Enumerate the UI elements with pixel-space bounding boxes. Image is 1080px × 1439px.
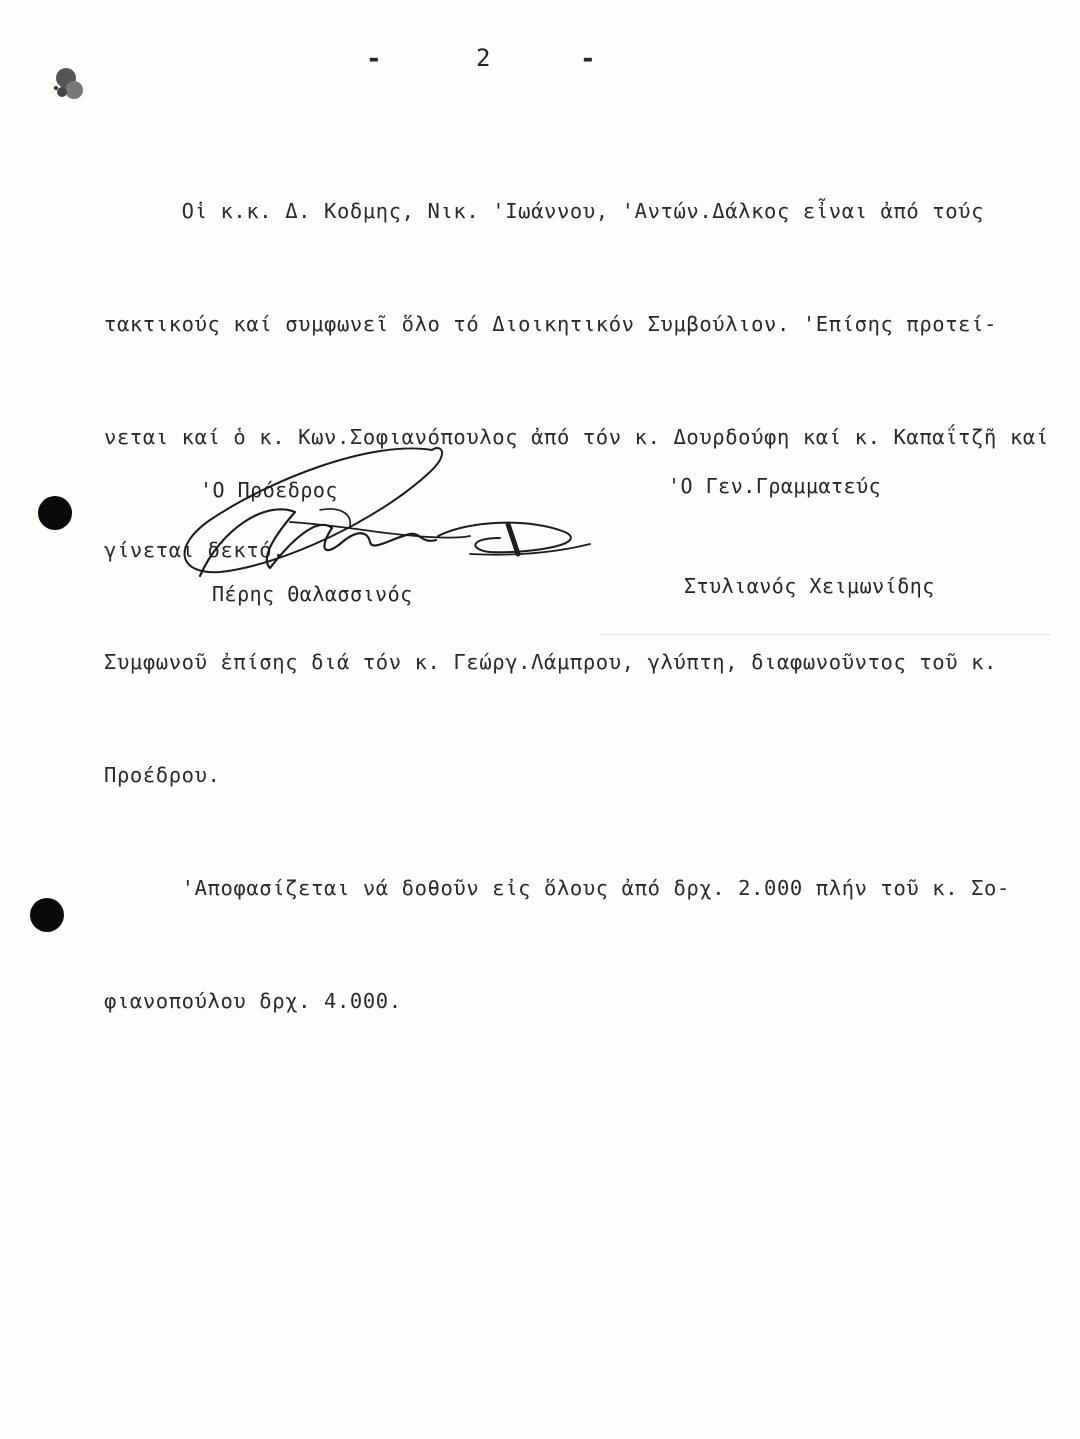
secretary-title: 'Ο Γεν.Γραμματεύς (668, 474, 882, 498)
president-title: 'Ο Πρόεδρος (200, 478, 338, 502)
punch-hole-upper (38, 496, 72, 530)
text-line: Οἱ κ.κ. Δ. Κοδμης, Νικ. 'Ιωάννου, 'Αντών.Δάλκος εἶναι ἀπό τούς (104, 199, 985, 224)
text-line: φιανοπούλου δρχ. 4.000. (104, 988, 402, 1013)
punch-hole-lower (30, 898, 64, 932)
text-line: Συμφωνοῦ ἐπίσης διά τόν κ. Γεώργ.Λάμπρου, γλύπτη, διαφωνοῦντος τοῦ κ. (104, 650, 998, 675)
president-name: Πέρης Θαλασσινός (212, 582, 413, 606)
handwritten-signature (170, 440, 610, 590)
page-number: 2 (476, 44, 491, 72)
text-line: 'Αποφασίζεται νά δοθοῦν εἰς ὅλους ἀπό δρχ. 2.000 πλήν τοῦ κ. Σο- (104, 875, 1010, 900)
header-dash-left: - (366, 44, 382, 74)
text-line: νεται καί ὁ κ. Κων.Σοφιανόπουλος ἀπό τόν κ. Δουρδούφη καί κ. Καπαΐτζῆ καί (104, 424, 1049, 449)
text-line: Προέδρου. (104, 763, 221, 788)
secretary-name: Στυλιανός Χειμωνίδης (684, 574, 935, 598)
minutes-text (104, 118, 1049, 1095)
text-line: τακτικούς καί συμφωνεῖ ὅλο τό Διοικητικόν Συμβούλιον. 'Επίσης προτεί- (104, 311, 998, 336)
header-dash-right: - (580, 44, 596, 74)
faint-divider (600, 634, 1050, 635)
text-line: γίνεται δεκτό. (104, 537, 286, 562)
page-header (0, 44, 1080, 74)
